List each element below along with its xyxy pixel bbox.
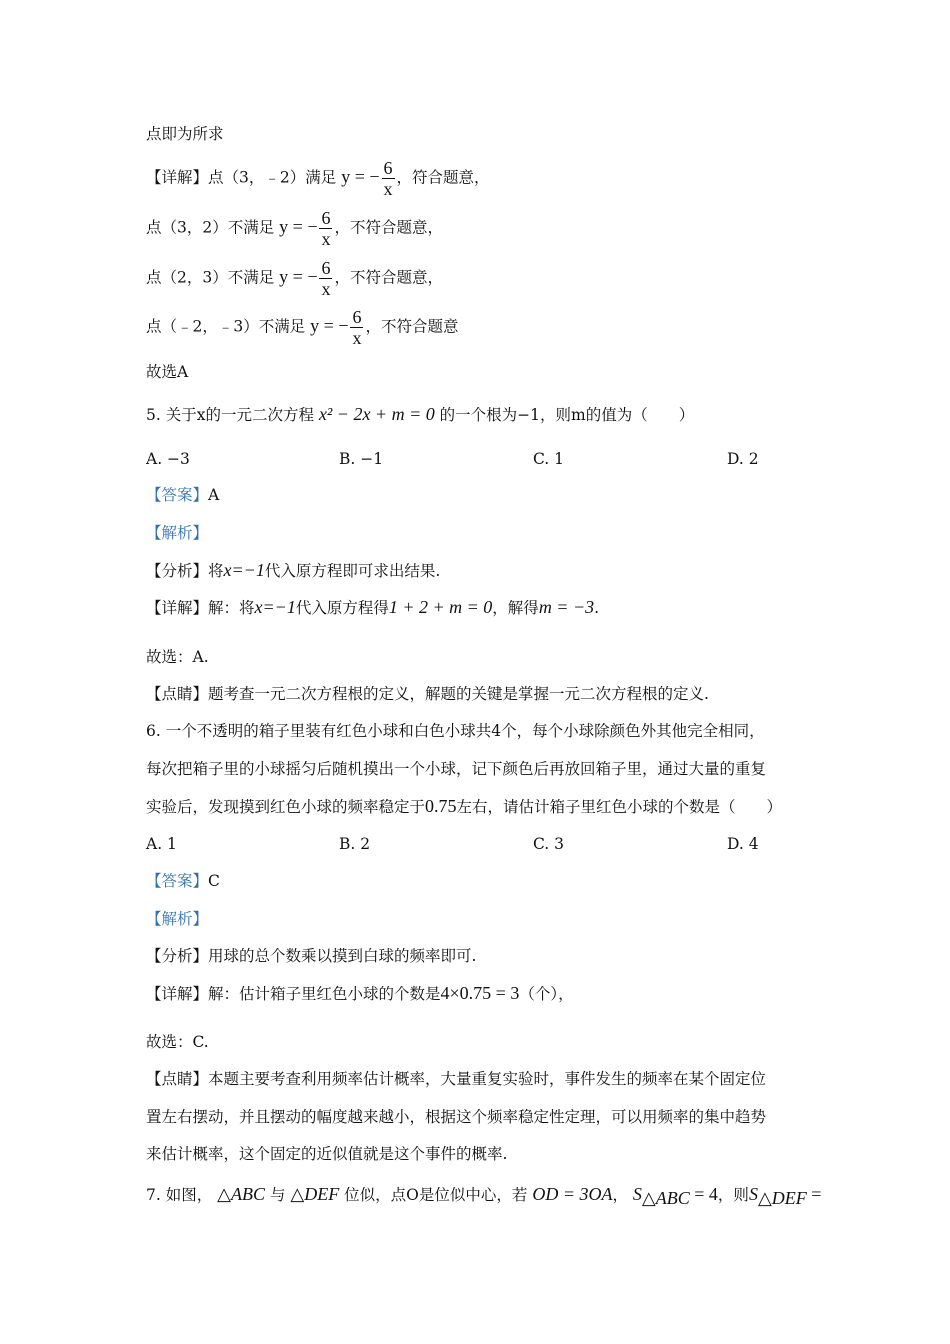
text: 实验后，发现摸到红色小球的频率稳定于 (146, 798, 426, 816)
detail-line-3 (146, 258, 443, 299)
note-line-1 (146, 1069, 766, 1089)
equation: x² − 2x + m = 0 (318, 404, 435, 424)
text: （个）， (519, 985, 574, 1003)
note-line-3: 来估计概率，这个固定的近似值就是这个事件的概率. (146, 1145, 508, 1163)
option-b: B. −1 (339, 450, 384, 468)
denominator: x (383, 179, 393, 199)
analysis-heading: 【解析】 (146, 910, 209, 928)
equation: 4×0.75 = 3 (440, 983, 520, 1003)
detail-tag: 【详解】 (146, 985, 209, 1003)
text: ，符合题意， (396, 168, 490, 187)
choose-line: 故选A (146, 363, 189, 381)
denominator: x (352, 328, 362, 348)
equation-lhs: y = − (279, 266, 318, 287)
denominator: x (321, 279, 331, 299)
choose-line: 故选：C. (146, 1033, 209, 1051)
numerator: 6 (352, 307, 362, 327)
analysis-tag: 【分析】 (146, 562, 209, 580)
note-line (146, 684, 709, 704)
detail-line (146, 983, 574, 1004)
triangle-abc: △ABC (217, 1184, 265, 1204)
text: 点（3，2）不满足 (146, 218, 275, 237)
equation-lhs: y = − (310, 315, 349, 336)
option-b: B. 2 (339, 835, 371, 853)
text: ，解得 (492, 599, 539, 617)
numerator: 6 (383, 158, 393, 178)
text: . (594, 599, 600, 617)
text: 本题主要考查利用频率估计概率，大量重复实验时，事件发生的频率在某个固定位 (208, 1070, 767, 1088)
question-5-stem (146, 404, 694, 425)
option-a: A. −3 (146, 450, 190, 468)
note-line-2: 置左右摆动，并且摆动的幅度越来越小，根据这个频率稳定性定理，可以用频率的集中趋势 (146, 1108, 767, 1126)
area-subscript: △ABC (641, 1188, 690, 1209)
detail-line-4 (146, 307, 459, 348)
analysis-line (146, 560, 440, 581)
text: ，不符合题意， (334, 268, 443, 287)
text: ，不符合题意， (334, 218, 443, 237)
text: 点（3，﹣2）满足 (208, 168, 337, 187)
text: ，则 (717, 1186, 749, 1204)
answer-tag: 【答案】 (146, 872, 209, 890)
text: 5. 关于x的一元二次方程 (146, 406, 314, 424)
area-symbol: S (748, 1184, 758, 1204)
triangle-def: △DEF (290, 1184, 340, 1204)
fraction (319, 208, 332, 249)
question-6-stem-2: 每次把箱子里的小球摇匀后随机摸出一个小球，记下颜色后再放回箱子里，通过大量的重复 (146, 760, 767, 778)
fraction (382, 158, 395, 199)
equation: = (806, 1184, 822, 1204)
option-c: C. 1 (533, 450, 565, 468)
answer-line (146, 871, 220, 891)
detail-tag: 【详解】 (146, 168, 209, 187)
text: 左右，请估计箱子里红色小球的个数是（ ） (456, 798, 783, 816)
numerator: 6 (321, 208, 331, 228)
text: 用球的总个数乘以摸到白球的频率即可. (208, 947, 477, 965)
equation: m = −3 (538, 597, 595, 617)
area-symbol: S (632, 1184, 642, 1204)
text: 将 (208, 562, 224, 580)
text: 位似，点O是位似中心，若 (344, 1186, 528, 1204)
choose-line: 故选：A. (146, 648, 209, 666)
detail-line (146, 597, 599, 618)
analysis-line (146, 946, 476, 966)
text: 代入原方程得 (295, 599, 389, 617)
equation-lhs: y = − (341, 166, 380, 187)
note-tag: 【点睛】 (146, 1070, 209, 1088)
text: ， (612, 1186, 628, 1204)
text: 的一个根为−1，则m的值为（ ） (439, 406, 695, 424)
fraction (319, 258, 332, 299)
analysis-tag: 【分析】 (146, 947, 209, 965)
question-7-stem (146, 1184, 821, 1208)
text: 点（2，3）不满足 (146, 268, 275, 287)
note-tag: 【点睛】 (146, 685, 209, 703)
equation: OD = 3OA (532, 1184, 613, 1204)
text-line: 点即为所求 (146, 125, 224, 143)
text: 点（﹣2，﹣3）不满足 (146, 317, 306, 336)
number: 0.75 (425, 796, 457, 816)
text: 与 (269, 1186, 286, 1204)
area-subscript: △DEF (757, 1188, 807, 1209)
option-d: D. 4 (727, 835, 759, 853)
answer-tag: 【答案】 (146, 486, 209, 504)
answer-value: A (208, 486, 220, 504)
detail-tag: 【详解】 (146, 599, 209, 617)
text: 7. 如图， (146, 1186, 213, 1204)
equation-lhs: y = − (279, 216, 318, 237)
option-a: A. 1 (146, 835, 177, 853)
equation: = 4 (689, 1184, 718, 1204)
denominator: x (321, 229, 331, 249)
text: 解：将 (208, 599, 255, 617)
numerator: 6 (321, 258, 331, 278)
question-6-stem-3 (146, 796, 782, 817)
equation: x=−1 (223, 560, 265, 580)
text: 解：估计箱子里红色小球的个数是 (208, 985, 441, 1003)
answer-value: C (208, 872, 220, 890)
text: ，不符合题意 (365, 317, 459, 336)
text: 题考查一元二次方程根的定义，解题的关键是掌握一元二次方程根的定义. (208, 685, 709, 703)
option-d: D. 2 (727, 450, 759, 468)
question-6-stem-1: 6. 一个不透明的箱子里装有红色小球和白色小球共4个，每个小球除颜色外其他完全相同， (146, 722, 765, 740)
text: 代入原方程即可求出结果. (264, 562, 441, 580)
answer-line (146, 485, 219, 505)
option-c: C. 3 (533, 835, 565, 853)
equation: 1 + 2 + m = 0 (388, 597, 493, 617)
analysis-heading: 【解析】 (146, 524, 209, 542)
detail-line-2 (146, 208, 443, 249)
fraction (350, 307, 363, 348)
equation: x=−1 (254, 597, 296, 617)
detail-line-1 (146, 158, 490, 199)
